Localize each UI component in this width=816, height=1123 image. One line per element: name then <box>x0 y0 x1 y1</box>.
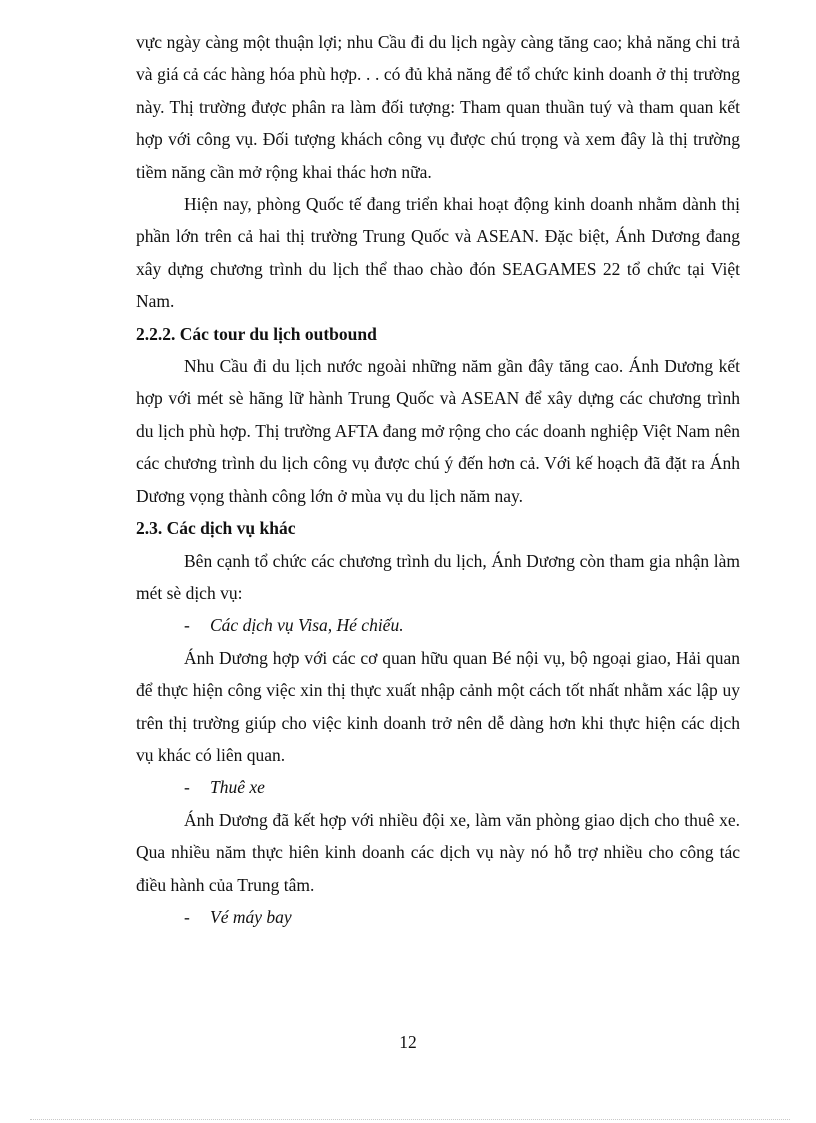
paragraph: Bên cạnh tổ chức các chương trình du lịch, Ánh Dương còn tham gia nhận làm mét sè dịch vụ: <box>136 550 740 603</box>
bullet-dash: - <box>184 906 190 927</box>
bullet-item <box>184 609 740 641</box>
page-number: 12 <box>399 1032 417 1052</box>
footer-divider <box>30 1119 790 1120</box>
paragraph: Nhu Cầu đi du lịch nước ngoài những năm gần đây tăng cao. Ánh Dương kết hợp với mét sè hãng lữ hành Trung Quốc và ASEAN để xây dựng các chương trình du lịch phù hợp. Thị trường AFTA đang mở rộng cho các doanh nghiệp Việt Nam nên các chương trình du lịch công vụ được chú ý đến hơn cả. Với kế hoạch đã đặt ra Ánh Dương vọng thành công lớn ở mùa vụ du lịch năm nay. <box>136 356 740 506</box>
paragraph: Ánh Dương đã kết hợp với nhiều đội xe, làm văn phòng giao dịch cho thuê xe. Qua nhiều năm thực hiên kinh doanh các dịch vụ này nó hỗ trợ nhiều cho công tác điều hành của Trung tâm. <box>136 809 740 895</box>
bullet-item <box>184 771 740 803</box>
bullet-item <box>184 901 740 933</box>
bullet-text: Các dịch vụ Visa, Hé chiếu. <box>210 615 404 636</box>
paragraph: vực ngày càng một thuận lợi; nhu Cầu đi du lịch ngày càng tăng cao; khả năng chi trả và giá cả các hàng hóa phù hợp. . . có đủ khả năng để tổ chức kinh doanh ở thị trường này. Thị trường được phân ra làm đối tượng: Tham quan thuần tuý và tham quan kết hợp với công vụ. Đối tượng khách công vụ được chú trọng và xem đây là thị trường tiềm năng cần mở rộng khai thác hơn nữa. <box>136 32 740 182</box>
paragraph: Hiện nay, phòng Quốc tế đang triển khai hoạt động kinh doanh nhằm dành thị phần lớn trên cả hai thị trường Trung Quốc và ASEAN. Đặc biệt, Ánh Dương đang xây dựng chương trình du lịch thể thao chào đón SEAGAMES 22 tổ chức tại Việt Nam. <box>136 194 740 312</box>
section-heading: 2.2.2. Các tour du lịch outbound <box>136 323 377 344</box>
bullet-text: Thuê xe <box>210 777 265 798</box>
bullet-dash: - <box>184 777 190 798</box>
document-body <box>136 26 740 933</box>
bullet-text: Vé máy bay <box>210 906 292 927</box>
bullet-dash: - <box>184 615 190 636</box>
paragraph: Ánh Dương hợp với các cơ quan hữu quan Bé nội vụ, bộ ngoại giao, Hải quan để thực hiện công việc xin thị thực xuất nhập cảnh một cách tốt nhất nhằm xác lập uy trên thị trường giúp cho việc kinh doanh trở nên dễ dàng hơn khi thực hiện các dịch vụ khác có liên quan. <box>136 647 740 765</box>
section-heading: 2.3. Các dịch vụ khác <box>136 518 296 539</box>
